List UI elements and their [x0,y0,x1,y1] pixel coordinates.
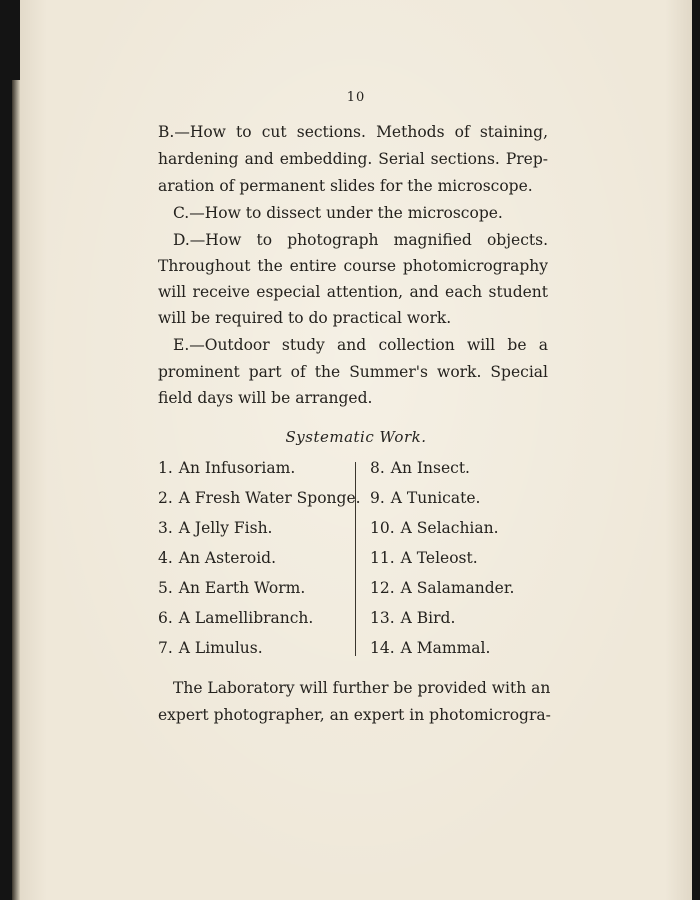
list-item [158,578,305,598]
list-item [370,518,499,538]
paragraph-e-line-3: field days will be arranged. [158,389,373,407]
list-item-text: A Tunicate. [390,489,481,507]
list-item [158,548,276,568]
paragraph-b-line-2: hardening and embedding. Serial sections. Prep- [158,150,548,168]
list-item-number: 7. [158,639,173,657]
list-item-text: A Bird. [400,609,456,627]
paragraph-b-line-3: aration of permanent slides for the microscope. [158,177,533,195]
paragraph-e-line-2: prominent part of the Summer's work. Special [158,363,548,381]
list-item-text: A Salamander. [400,579,515,597]
page-number: 10 [346,90,366,105]
closing-paragraph-line-2: expert photographer, an expert in photomicrogra- [158,706,551,724]
list-item-text: A Lamellibranch. [178,609,314,627]
list-item-number: 2. [158,489,173,507]
list-item-text: An Insect. [390,459,470,477]
list-item [158,488,361,508]
list-item [370,488,480,508]
list-item-number: 3. [158,519,173,537]
list-item [370,638,490,658]
list-item-text: An Infusoriam. [178,459,296,477]
list-item [370,458,470,478]
section-heading-systematic-work: Systematic Work. [285,428,427,446]
list-item-number: 1. [158,459,173,477]
list-item-number: 11. [370,549,395,567]
list-item-number: 10. [370,519,395,537]
list-item-number: 12. [370,579,395,597]
list-item-number: 6. [158,609,173,627]
paragraph-d-line-4: will be required to do practical work. [158,309,452,327]
list-item [370,578,514,598]
list-item [158,638,263,658]
list-item-number: 9. [370,489,385,507]
list-item [158,458,295,478]
paragraph-c-line-1: C.—How to dissect under the microscope. [173,204,503,222]
closing-paragraph-line-1: The Laboratory will further be provided with an [173,679,551,697]
list-item-text: A Fresh Water Sponge. [178,489,361,507]
paragraph-d-line-2: Throughout the entire course photomicrography [158,257,548,275]
paragraph-d-line-1: D.—How to photograph magnified objects. [173,231,548,249]
list-item-number: 8. [370,459,385,477]
list-item [158,518,272,538]
list-item-text: A Mammal. [400,639,491,657]
list-item-text: A Selachian. [400,519,499,537]
list-item-text: An Earth Worm. [178,579,306,597]
list-item-number: 4. [158,549,173,567]
paragraph-d-line-3: will receive especial attention, and each student [158,283,548,301]
list-item [370,608,455,628]
list-item-text: A Limulus. [178,639,263,657]
paragraph-e-line-1: E.—Outdoor study and collection will be a [173,336,548,354]
list-item-number: 13. [370,609,395,627]
page-binding-edge [12,80,20,900]
list-item [370,548,478,568]
list-item [158,608,313,628]
list-item-text: A Jelly Fish. [178,519,273,537]
list-item-number: 14. [370,639,395,657]
list-item-number: 5. [158,579,173,597]
list-item-text: An Asteroid. [178,549,276,567]
book-page [20,0,692,900]
paragraph-b-line-1: B.—How to cut sections. Methods of staining, [158,123,548,141]
list-item-text: A Teleost. [400,549,478,567]
